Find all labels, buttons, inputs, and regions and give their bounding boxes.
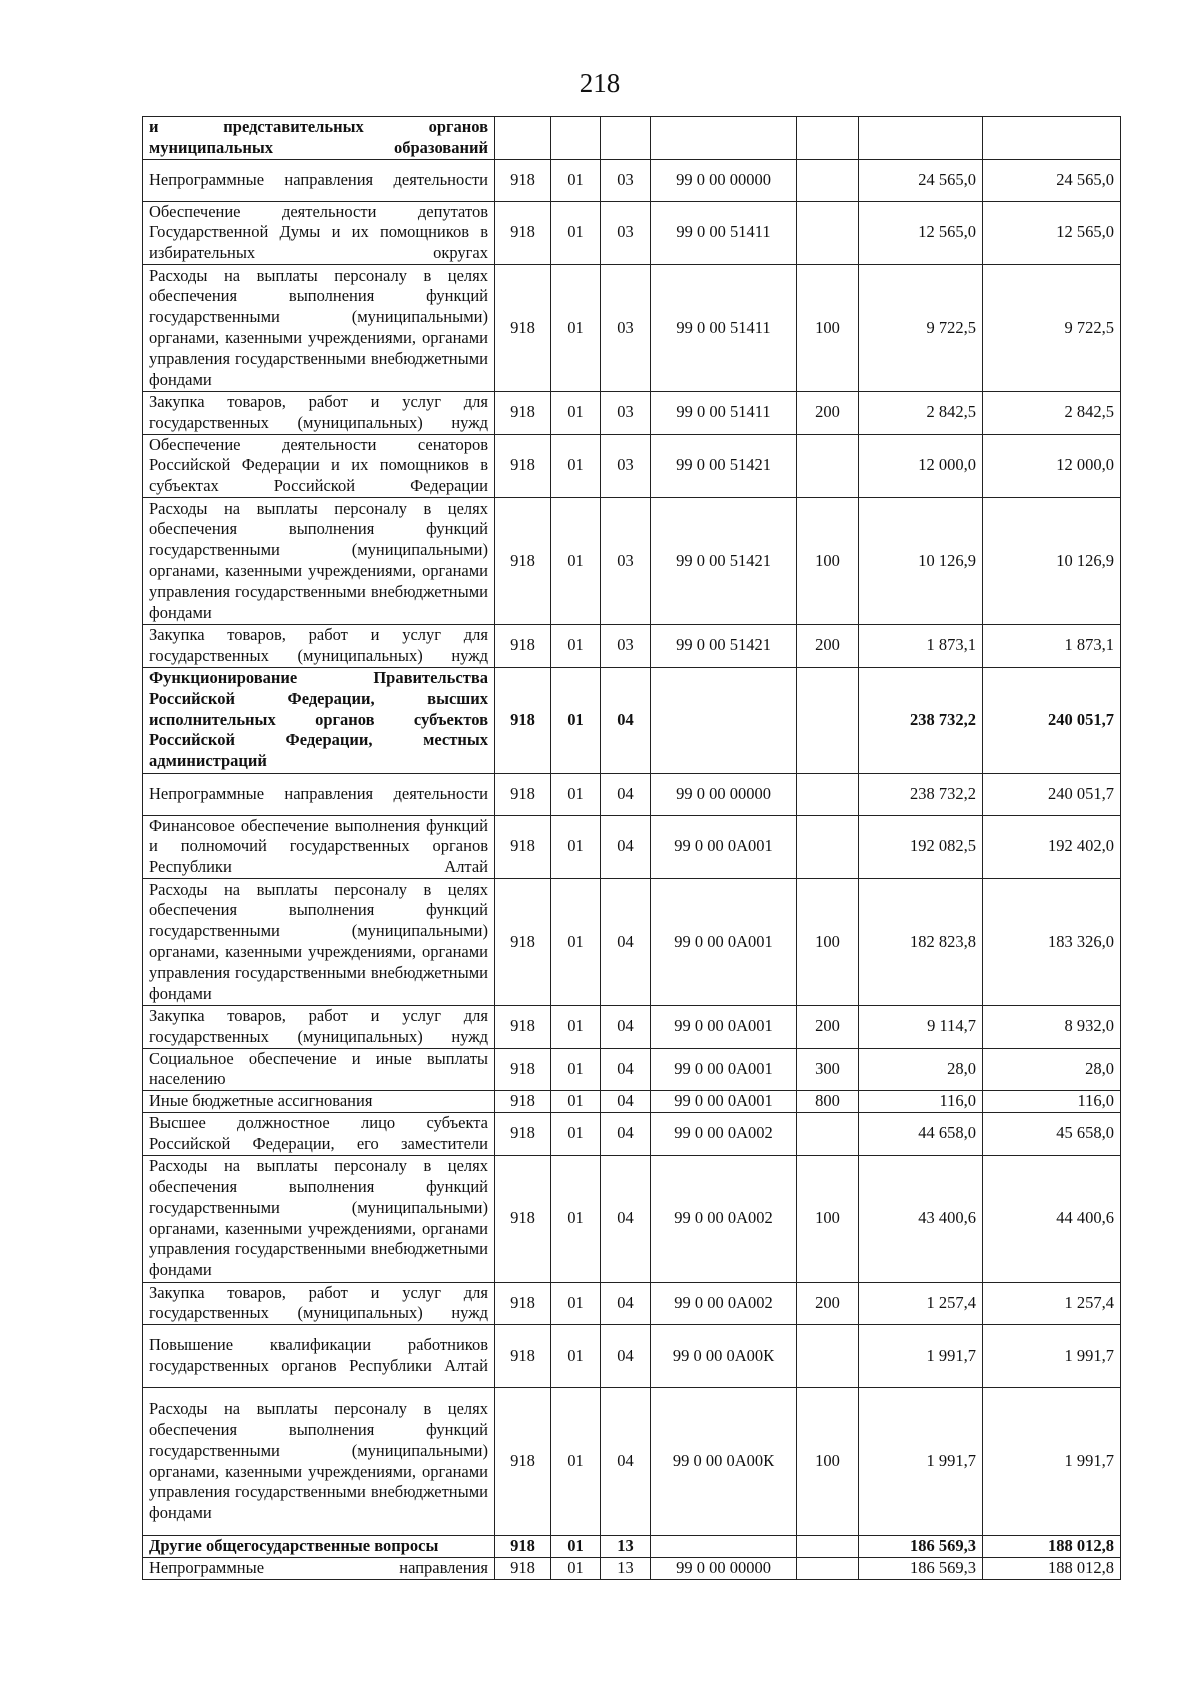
row-section-code: 01 xyxy=(551,264,601,391)
row-ved-code: 918 xyxy=(495,1005,551,1048)
row-ved-code: 918 xyxy=(495,497,551,624)
row-amount-2: 188 012,8 xyxy=(983,1536,1121,1558)
row-amount-2: 45 658,0 xyxy=(983,1112,1121,1155)
row-ved-code: 918 xyxy=(495,1388,551,1536)
row-target-article: 99 0 00 0А00К xyxy=(651,1388,797,1536)
row-amount-2: 44 400,6 xyxy=(983,1155,1121,1282)
row-subsection-code: 04 xyxy=(601,773,651,815)
row-ved-code: 918 xyxy=(495,1282,551,1325)
row-target-article: 99 0 00 0А001 xyxy=(651,878,797,1005)
row-ved-code xyxy=(495,117,551,160)
row-section-code xyxy=(551,117,601,160)
row-expense-type: 100 xyxy=(797,497,859,624)
row-target-article: 99 0 00 00000 xyxy=(651,159,797,201)
row-amount-1: 238 732,2 xyxy=(859,773,983,815)
row-subsection-code: 04 xyxy=(601,815,651,878)
row-expense-type: 100 xyxy=(797,878,859,1005)
row-subsection-code: 13 xyxy=(601,1557,651,1579)
row-expense-type xyxy=(797,667,859,773)
row-expense-type: 800 xyxy=(797,1091,859,1113)
row-section-code: 01 xyxy=(551,1325,601,1388)
row-expense-type xyxy=(797,1557,859,1579)
table-row xyxy=(143,878,1121,1005)
row-amount-2: 192 402,0 xyxy=(983,815,1121,878)
table-row xyxy=(143,1325,1121,1388)
row-expense-type xyxy=(797,1112,859,1155)
row-target-article: 99 0 00 51411 xyxy=(651,201,797,264)
row-name: Повышение квалификации работников государственных органов Республики Алтай xyxy=(143,1325,495,1388)
row-subsection-code: 04 xyxy=(601,667,651,773)
row-name: Функционирование Правительства Российской Федерации, высших исполнительных органов субъектов Российской Федерации, местных администраций xyxy=(143,667,495,773)
row-amount-1: 1 257,4 xyxy=(859,1282,983,1325)
row-name: Закупка товаров, работ и услуг для государственных (муниципальных) нужд xyxy=(143,1005,495,1048)
row-expense-type xyxy=(797,117,859,160)
row-target-article: 99 0 00 51411 xyxy=(651,391,797,434)
row-amount-1: 44 658,0 xyxy=(859,1112,983,1155)
row-target-article: 99 0 00 0А002 xyxy=(651,1155,797,1282)
table-row xyxy=(143,1557,1121,1579)
row-ved-code: 918 xyxy=(495,1048,551,1091)
row-expense-type: 200 xyxy=(797,1005,859,1048)
row-section-code: 01 xyxy=(551,1091,601,1113)
table-row xyxy=(143,815,1121,878)
table-row xyxy=(143,773,1121,815)
row-subsection-code: 04 xyxy=(601,1282,651,1325)
row-section-code: 01 xyxy=(551,815,601,878)
row-amount-2: 1 257,4 xyxy=(983,1282,1121,1325)
row-ved-code: 918 xyxy=(495,201,551,264)
table-row xyxy=(143,1091,1121,1113)
row-ved-code: 918 xyxy=(495,1557,551,1579)
row-target-article xyxy=(651,1536,797,1558)
row-name: Закупка товаров, работ и услуг для государственных (муниципальных) нужд xyxy=(143,391,495,434)
row-target-article: 99 0 00 0А002 xyxy=(651,1282,797,1325)
row-amount-1: 12 565,0 xyxy=(859,201,983,264)
row-amount-1: 24 565,0 xyxy=(859,159,983,201)
row-ved-code: 918 xyxy=(495,1325,551,1388)
row-subsection-code: 03 xyxy=(601,497,651,624)
row-amount-2: 24 565,0 xyxy=(983,159,1121,201)
row-ved-code: 918 xyxy=(495,391,551,434)
row-amount-1: 9 114,7 xyxy=(859,1005,983,1048)
row-target-article: 99 0 00 0А001 xyxy=(651,815,797,878)
row-target-article: 99 0 00 0А00К xyxy=(651,1325,797,1388)
row-section-code: 01 xyxy=(551,391,601,434)
table-row xyxy=(143,391,1121,434)
row-target-article xyxy=(651,667,797,773)
row-section-code: 01 xyxy=(551,434,601,497)
row-subsection-code: 04 xyxy=(601,1005,651,1048)
row-name: Непрограммные направления деятельности xyxy=(143,159,495,201)
row-subsection-code xyxy=(601,117,651,160)
table-row xyxy=(143,264,1121,391)
row-amount-1: 186 569,3 xyxy=(859,1557,983,1579)
table-row xyxy=(143,159,1121,201)
table-row xyxy=(143,117,1121,160)
table-row xyxy=(143,1112,1121,1155)
budget-table xyxy=(142,116,1121,1580)
table-row xyxy=(143,1048,1121,1091)
row-amount-1: 186 569,3 xyxy=(859,1536,983,1558)
row-amount-2 xyxy=(983,117,1121,160)
row-target-article: 99 0 00 0А001 xyxy=(651,1048,797,1091)
row-amount-2: 28,0 xyxy=(983,1048,1121,1091)
row-name: Расходы на выплаты персоналу в целях обеспечения выполнения функций государственными (муниципальными) органами, казенными учреждениями, органами управления государственными внебюджетными фондами xyxy=(143,878,495,1005)
row-section-code: 01 xyxy=(551,1282,601,1325)
row-ved-code: 918 xyxy=(495,1091,551,1113)
row-amount-2: 12 000,0 xyxy=(983,434,1121,497)
row-name: Финансовое обеспечение выполнения функций и полномочий государственных органов Республики Алтай xyxy=(143,815,495,878)
row-expense-type xyxy=(797,1325,859,1388)
row-amount-2: 1 991,7 xyxy=(983,1325,1121,1388)
row-ved-code: 918 xyxy=(495,878,551,1005)
row-expense-type: 200 xyxy=(797,624,859,667)
row-name: и представительных органов муниципальных образований xyxy=(143,117,495,160)
row-expense-type: 300 xyxy=(797,1048,859,1091)
row-amount-2: 2 842,5 xyxy=(983,391,1121,434)
row-name: Закупка товаров, работ и услуг для государственных (муниципальных) нужд xyxy=(143,1282,495,1325)
row-section-code: 01 xyxy=(551,624,601,667)
row-name: Социальное обеспечение и иные выплаты населению xyxy=(143,1048,495,1091)
row-target-article: 99 0 00 51421 xyxy=(651,434,797,497)
row-expense-type: 200 xyxy=(797,1282,859,1325)
row-section-code: 01 xyxy=(551,1005,601,1048)
row-section-code: 01 xyxy=(551,1112,601,1155)
row-ved-code: 918 xyxy=(495,624,551,667)
table-row xyxy=(143,667,1121,773)
row-subsection-code: 03 xyxy=(601,391,651,434)
row-name: Высшее должностное лицо субъекта Российской Федерации, его заместители xyxy=(143,1112,495,1155)
row-amount-2: 183 326,0 xyxy=(983,878,1121,1005)
row-subsection-code: 03 xyxy=(601,201,651,264)
row-name: Расходы на выплаты персоналу в целях обеспечения выполнения функций государственными (муниципальными) органами, казенными учреждениями, органами управления государственными внебюджетными фондами xyxy=(143,264,495,391)
row-expense-type: 100 xyxy=(797,1155,859,1282)
row-name: Обеспечение деятельности сенаторов Российской Федерации и их помощников в субъектах Российской Федерации xyxy=(143,434,495,497)
table-row xyxy=(143,624,1121,667)
row-amount-2: 188 012,8 xyxy=(983,1557,1121,1579)
page-number: 218 xyxy=(579,68,621,98)
row-name: Непрограммные направления xyxy=(143,1557,495,1579)
row-subsection-code: 04 xyxy=(601,1325,651,1388)
row-name: Закупка товаров, работ и услуг для государственных (муниципальных) нужд xyxy=(143,624,495,667)
row-amount-2: 1 991,7 xyxy=(983,1388,1121,1536)
row-section-code: 01 xyxy=(551,878,601,1005)
row-target-article: 99 0 00 0А001 xyxy=(651,1005,797,1048)
row-section-code: 01 xyxy=(551,1048,601,1091)
row-amount-1: 9 722,5 xyxy=(859,264,983,391)
row-ved-code: 918 xyxy=(495,1536,551,1558)
row-ved-code: 918 xyxy=(495,264,551,391)
row-target-article: 99 0 00 0А001 xyxy=(651,1091,797,1113)
table-row xyxy=(143,1155,1121,1282)
row-subsection-code: 04 xyxy=(601,1048,651,1091)
row-section-code: 01 xyxy=(551,1388,601,1536)
table-row xyxy=(143,1388,1121,1536)
row-section-code: 01 xyxy=(551,773,601,815)
row-expense-type xyxy=(797,201,859,264)
row-amount-2: 9 722,5 xyxy=(983,264,1121,391)
row-subsection-code: 03 xyxy=(601,264,651,391)
table-row xyxy=(143,1536,1121,1558)
row-expense-type: 200 xyxy=(797,391,859,434)
row-subsection-code: 04 xyxy=(601,1155,651,1282)
row-ved-code: 918 xyxy=(495,815,551,878)
row-name: Иные бюджетные ассигнования xyxy=(143,1091,495,1113)
table-row xyxy=(143,1005,1121,1048)
row-ved-code: 918 xyxy=(495,1155,551,1282)
row-expense-type xyxy=(797,159,859,201)
row-target-article: 99 0 00 00000 xyxy=(651,1557,797,1579)
row-amount-1: 10 126,9 xyxy=(859,497,983,624)
row-expense-type: 100 xyxy=(797,264,859,391)
row-expense-type: 100 xyxy=(797,1388,859,1536)
row-expense-type xyxy=(797,1536,859,1558)
row-amount-1: 1 873,1 xyxy=(859,624,983,667)
row-amount-1: 1 991,7 xyxy=(859,1388,983,1536)
row-section-code: 01 xyxy=(551,159,601,201)
row-amount-1: 238 732,2 xyxy=(859,667,983,773)
row-amount-2: 1 873,1 xyxy=(983,624,1121,667)
row-section-code: 01 xyxy=(551,1557,601,1579)
row-amount-1 xyxy=(859,117,983,160)
row-section-code: 01 xyxy=(551,497,601,624)
row-amount-2: 240 051,7 xyxy=(983,667,1121,773)
row-name: Другие общегосударственные вопросы xyxy=(143,1536,495,1558)
row-subsection-code: 04 xyxy=(601,1112,651,1155)
row-subsection-code: 13 xyxy=(601,1536,651,1558)
row-subsection-code: 04 xyxy=(601,1091,651,1113)
row-ved-code: 918 xyxy=(495,773,551,815)
row-section-code: 01 xyxy=(551,1155,601,1282)
row-name: Расходы на выплаты персоналу в целях обеспечения выполнения функций государственными (муниципальными) органами, казенными учреждениями, органами управления государственными внебюджетными фондами xyxy=(143,1155,495,1282)
row-name: Расходы на выплаты персоналу в целях обеспечения выполнения функций государственными (муниципальными) органами, казенными учреждениями, органами управления государственными внебюджетными фондами xyxy=(143,1388,495,1536)
table-row xyxy=(143,201,1121,264)
row-subsection-code: 03 xyxy=(601,624,651,667)
row-section-code: 01 xyxy=(551,667,601,773)
row-amount-1: 192 082,5 xyxy=(859,815,983,878)
row-amount-2: 8 932,0 xyxy=(983,1005,1121,1048)
row-name: Обеспечение деятельности депутатов Государственной Думы и их помощников в избирательных округах xyxy=(143,201,495,264)
table-row xyxy=(143,434,1121,497)
table-row xyxy=(143,1282,1121,1325)
row-amount-1: 116,0 xyxy=(859,1091,983,1113)
row-ved-code: 918 xyxy=(495,434,551,497)
row-target-article: 99 0 00 51421 xyxy=(651,624,797,667)
row-expense-type xyxy=(797,815,859,878)
row-amount-1: 43 400,6 xyxy=(859,1155,983,1282)
row-ved-code: 918 xyxy=(495,159,551,201)
row-expense-type xyxy=(797,773,859,815)
row-subsection-code: 03 xyxy=(601,434,651,497)
row-section-code: 01 xyxy=(551,1536,601,1558)
row-amount-2: 12 565,0 xyxy=(983,201,1121,264)
row-target-article: 99 0 00 51411 xyxy=(651,264,797,391)
row-amount-2: 10 126,9 xyxy=(983,497,1121,624)
row-subsection-code: 04 xyxy=(601,878,651,1005)
row-name: Расходы на выплаты персоналу в целях обеспечения выполнения функций государственными (муниципальными) органами, казенными учреждениями, органами управления государственными внебюджетными фондами xyxy=(143,497,495,624)
row-name: Непрограммные направления деятельности xyxy=(143,773,495,815)
row-target-article xyxy=(651,117,797,160)
row-amount-2: 240 051,7 xyxy=(983,773,1121,815)
row-amount-2: 116,0 xyxy=(983,1091,1121,1113)
row-amount-1: 12 000,0 xyxy=(859,434,983,497)
row-target-article: 99 0 00 0А002 xyxy=(651,1112,797,1155)
row-subsection-code: 03 xyxy=(601,159,651,201)
row-ved-code: 918 xyxy=(495,1112,551,1155)
row-amount-1: 182 823,8 xyxy=(859,878,983,1005)
row-amount-1: 2 842,5 xyxy=(859,391,983,434)
table-row xyxy=(143,497,1121,624)
row-ved-code: 918 xyxy=(495,667,551,773)
row-section-code: 01 xyxy=(551,201,601,264)
row-subsection-code: 04 xyxy=(601,1388,651,1536)
row-target-article: 99 0 00 51421 xyxy=(651,497,797,624)
row-target-article: 99 0 00 00000 xyxy=(651,773,797,815)
row-amount-1: 1 991,7 xyxy=(859,1325,983,1388)
budget-table-body xyxy=(143,117,1121,1580)
row-expense-type xyxy=(797,434,859,497)
row-amount-1: 28,0 xyxy=(859,1048,983,1091)
